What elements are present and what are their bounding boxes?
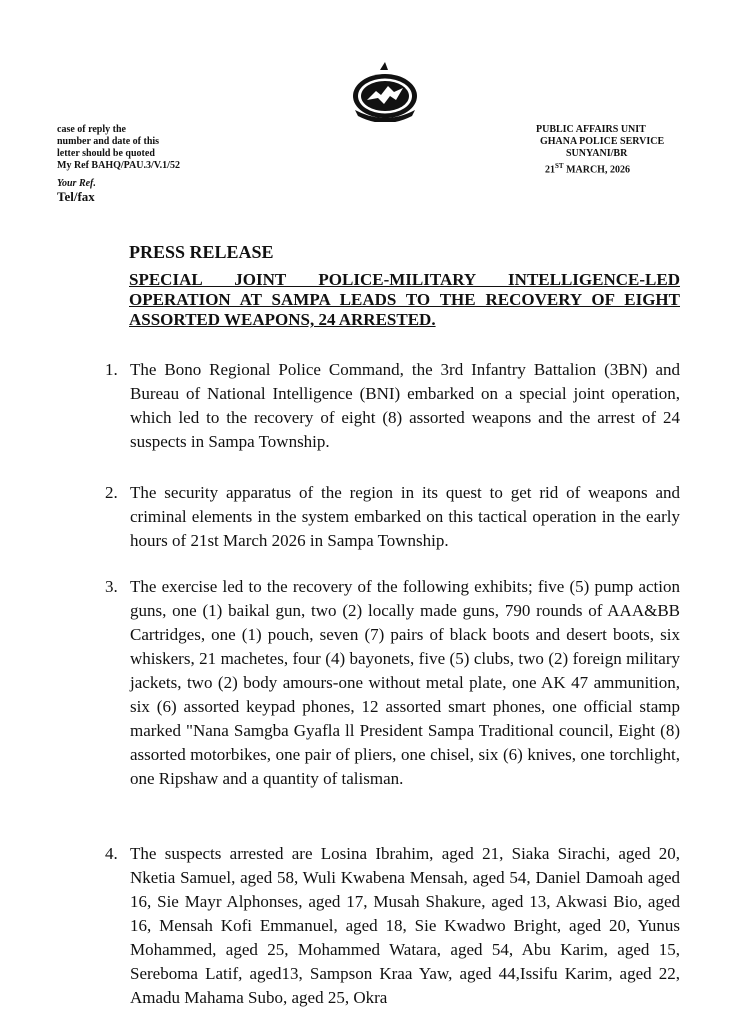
paragraph-text: The exercise led to the recovery of the following exhibits; five (5) pump action guns, one (1) baikal gun, two (2) locally made guns, 790 rounds of AAA&BB Cartridges, one (1) pouch, seven (7) pairs of black boots and desert boots, six whiskers, 21 machetes, four (4) bayonets, five (5) clubs, two (2) foreign military jackets, two (2) body amours-one without metal plate, one AK 47 ammunition, six (6) assorted keypad phones, 12 assorted smart phones, one official stamp marked "Nana Samgba Gyafla ll President Sampa Traditional council, Eight (8) assorted motorbikes, one pair of pliers, one chisel, six (6) knives, one torchlight, one Ripshaw and a quantity of talisman. [130,577,680,788]
paragraph-text: The suspects arrested are Losina Ibrahim, aged 21, Siaka Sirachi, aged 20, Nketia Samuel, aged 58, Wuli Kwabena Mensah, aged 54, Daniel Damoah aged 16, Sie Mayr Alphonses, aged 17, Musah Shakure, aged 13, Akwasi Bio, aged 16, Mensah Kofi Emmanuel, aged 18, Sie Kwadwo Bright, aged 20, Yunus Mohammed, aged 25, Mohammed Watara, aged 54, Abu Karim, aged 15, Sereboma Latif, aged13, Sampson Kraa Yaw, aged 44,Issifu Karim, aged 22, Amadu Mahama Subo, aged 25, Okra [130,844,680,1007]
ref-line: My Ref BAHQ/PAU.3/V.1/52 [57,160,180,171]
telfax-label: Tel/fax [57,189,95,204]
reference-block [57,124,180,190]
paragraph-item [105,575,680,791]
headline: SPECIAL JOINT POLICE-MILITARY INTELLIGENCE-LED OPERATION AT SAMPA LEADS TO THE RECOVERY OF EIGHT ASSORTED WEAPONS, 24 ARRESTED. [129,270,680,329]
paragraph-number: 3. [105,577,118,596]
paragraph-item [105,358,680,454]
address-block [536,124,664,176]
paragraph-number: 2. [105,483,118,502]
ref-line: letter should be quoted [57,148,155,159]
press-release-title: PRESS RELEASE [129,242,274,262]
ghana-police-crest-icon [350,60,420,122]
ref-line: case of reply the [57,124,126,135]
address-unit: PUBLIC AFFAIRS UNIT [536,124,646,135]
paragraph-item [105,842,680,1010]
your-ref-label: Your Ref. [57,178,96,189]
paragraph-text: The Bono Regional Police Command, the 3rd Infantry Battalion (3BN) and Bureau of National Intelligence (BNI) embarked on a special joint operation, which led to the recovery of eight (8) assorted weapons and the arrest of 24 suspects in Sampa Township. [130,360,680,451]
address-city: SUNYANI/BR [566,148,628,159]
paragraph-item [105,481,680,553]
address-service: GHANA POLICE SERVICE [540,136,665,147]
paragraph-text: The security apparatus of the region in its quest to get rid of weapons and criminal elements in the system embarked on this tactical operation in the early hours of 21st March 2026 in Sampa Township. [130,483,680,550]
paragraph-number: 1. [105,360,118,379]
address-date: 21ST MARCH, 2026 [545,162,630,176]
paragraph-number: 4. [105,844,118,863]
ref-line: number and date of this [57,136,160,147]
